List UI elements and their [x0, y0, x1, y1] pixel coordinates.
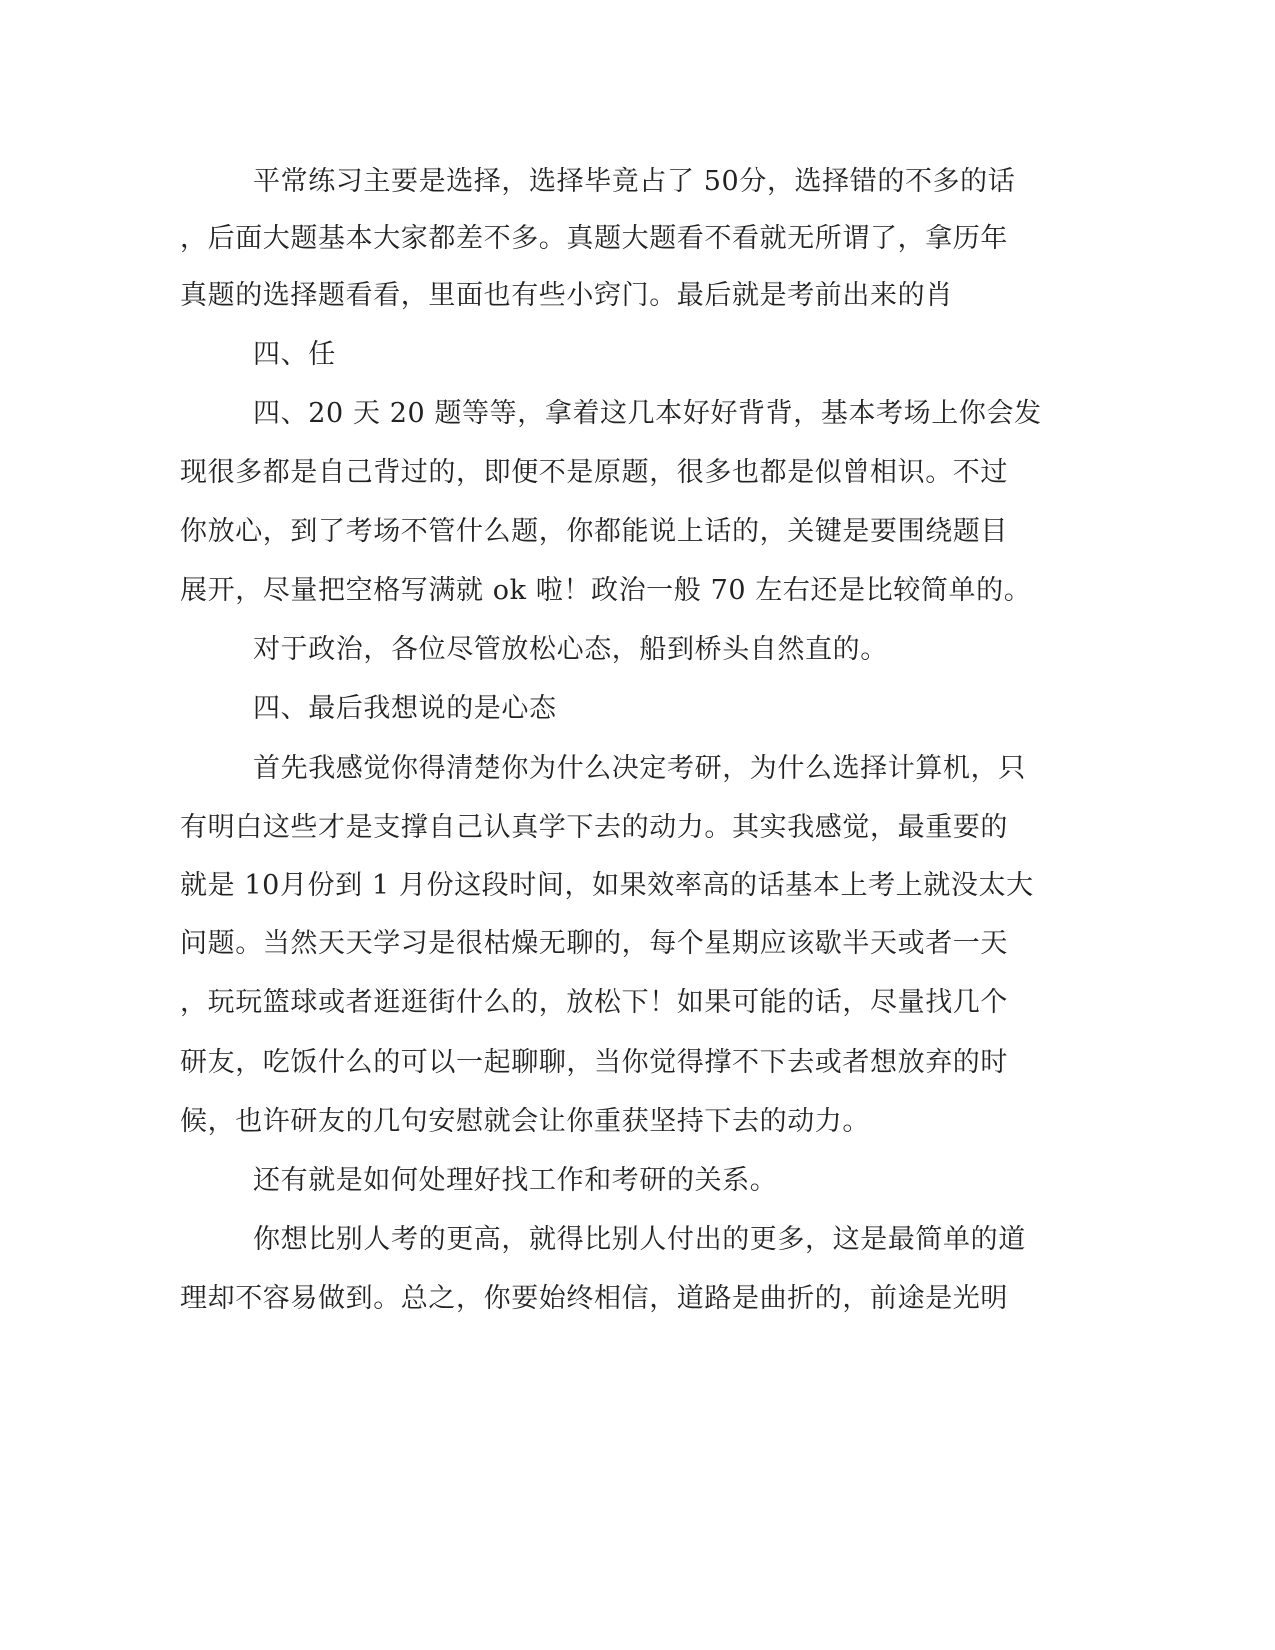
text-line: 现很多都是自己背过的，即便不是原题，很多也都是似曾相识。不过 — [180, 457, 1008, 488]
text-line: 问题。当然天天学习是很枯燥无聊的，每个星期应该歇半天或者一天 — [180, 928, 1008, 959]
text-line: 就是 10月份到 1 月份这段时间，如果效率高的话基本上考上就没太大 — [180, 870, 1034, 901]
section-heading: 四、任 — [253, 339, 336, 370]
text-line: 首先我感觉你得清楚你为什么决定考研，为什么选择计算机，只 — [253, 753, 1026, 784]
text-line: 有明白这些才是支撑自己认真学下去的动力。其实我感觉，最重要的 — [180, 812, 1008, 843]
text-line: 研友，吃饭什么的可以一起聊聊，当你觉得撑不下去或者想放弃的时 — [180, 1047, 1008, 1078]
text-line: 你放心，到了考场不管什么题，你都能说上话的，关键是要围绕题目 — [180, 516, 1008, 547]
text-line: 真题的选择题看看，里面也有些小窍门。最后就是考前出来的肖 — [180, 280, 953, 311]
text-line: 候，也许研友的几句安慰就会让你重获坚持下去的动力。 — [180, 1106, 870, 1137]
text-line: ，玩玩篮球或者逛逛街什么的，放松下！如果可能的话，尽量找几个 — [180, 987, 1008, 1018]
text-line: 平常练习主要是选择，选择毕竟占了 50分，选择错的不多的话 — [253, 166, 1016, 197]
text-line: 展开，尽量把空格写满就 ok 啦！政治一般 70 左右还是比较简单的。 — [180, 575, 1032, 606]
text-line: 你想比别人考的更高，就得比别人付出的更多，这是最简单的道 — [253, 1224, 1026, 1255]
text-line: ，后面大题基本大家都差不多。真题大题看不看就无所谓了，拿历年 — [180, 223, 1008, 254]
text-line: 对于政治，各位尽管放松心态，船到桥头自然直的。 — [253, 634, 888, 665]
section-heading: 四、最后我想说的是心态 — [253, 693, 557, 724]
text-line: 还有就是如何处理好找工作和考研的关系。 — [253, 1165, 778, 1196]
text-line: 理却不容易做到。总之，你要始终相信，道路是曲折的，前途是光明 — [180, 1283, 1008, 1314]
text-line: 四、20 天 20 题等等，拿着这几本好好背背，基本考场上你会发 — [253, 398, 1042, 429]
